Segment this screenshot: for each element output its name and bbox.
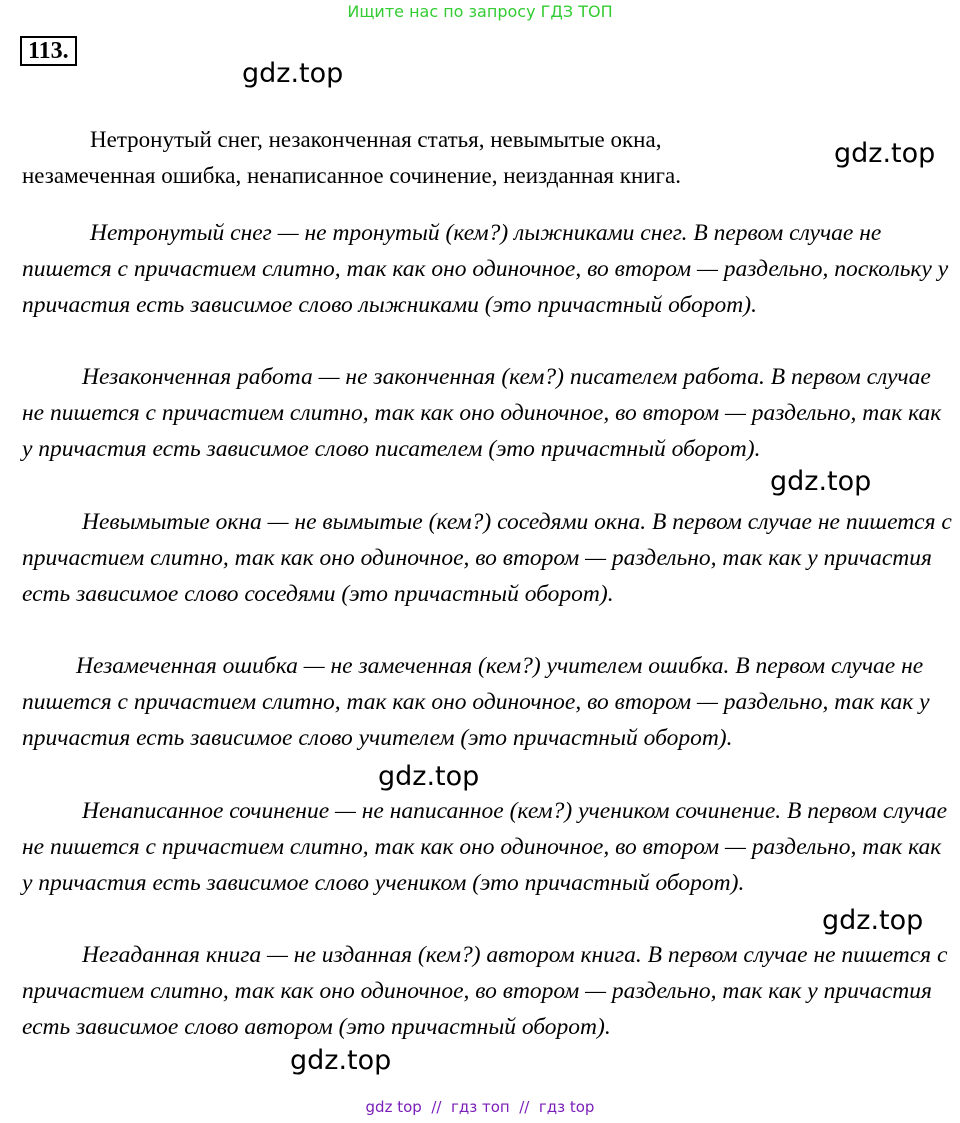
bottom-footer: gdz top // гдз топ // гдз top xyxy=(365,1098,595,1116)
explanation-paragraph: Ненаписанное сочинение — не написанное (кем?) учеником сочинение. В первом случае не пишется с причастием слитно, так как оно одиночное, во втором — раздельно, так как у причастия есть зависимое слово учеником (это причастный оборот). xyxy=(22,798,948,896)
explanation-paragraph: Негаданная книга — не изданная (кем?) автором книга. В первом случае не пишется с причастием слитно, так как оно одиночное, во втором — раздельно, так как у причастия есть зависимое слово автором (это причастный оборот). xyxy=(22,942,948,1040)
task-text-line: незамеченная ошибка, ненаписанное сочинение, неизданная книга. xyxy=(22,163,681,188)
watermark: gdz.top xyxy=(770,466,872,497)
task-number: 113. xyxy=(20,36,77,66)
top-banner: Ищите нас по запросу ГДЗ ТОП xyxy=(347,2,613,21)
explanation-paragraph: Нетронутый снег — не тронутый (кем?) лыжниками снег. В первом случае не пишется с причастием слитно, так как оно одиночное, во втором — раздельно, поскольку у причастия есть зависимое слово лыжниками (это причастный оборот). xyxy=(22,220,949,318)
watermark: gdz.top xyxy=(290,1045,392,1076)
watermark: gdz.top xyxy=(834,138,936,169)
explanation-paragraph: Незаконченная работа — не законченная (кем?) писателем работа. В первом случае не пишется с причастием слитно, так как оно одиночное, во втором — раздельно, так как у причастия есть зависимое слово писателем (это причастный оборот). xyxy=(22,364,942,462)
explanation-paragraph: Невымытые окна — не вымытые (кем?) соседями окна. В первом случае не пишется с причастием слитно, так как оно одиночное, во втором — раздельно, так как у причастия есть зависимое слово соседями (это причастный оборот). xyxy=(22,509,952,607)
watermark: gdz.top xyxy=(378,761,480,792)
watermark: gdz.top xyxy=(822,905,924,936)
watermark: gdz.top xyxy=(242,58,344,89)
explanation-paragraph: Незамеченная ошибка — не замеченная (кем?) учителем ошибка. В первом случае не пишется с причастием слитно, так как оно одиночное, во втором — раздельно, так как у причастия есть зависимое слово учителем (это причастный оборот). xyxy=(22,653,930,751)
task-text-line: Нетронутый снег, незаконченная статья, невымытые окна, xyxy=(90,127,662,152)
